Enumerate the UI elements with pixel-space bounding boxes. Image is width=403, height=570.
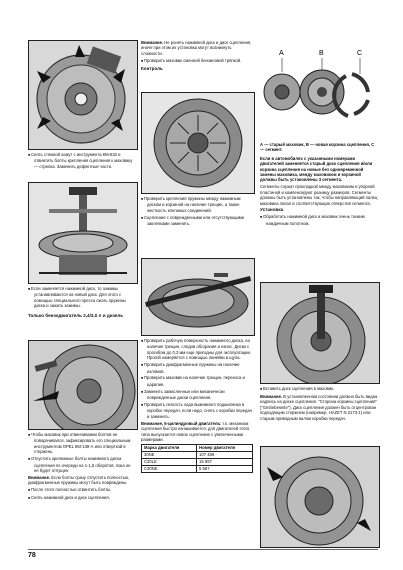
figure-straightedge: [141, 258, 255, 336]
figure-centering: [260, 282, 380, 384]
text-check-diaphragm: ■ Проверить диафрагменные пружины на наличие изломов.: [141, 362, 253, 374]
figure-clutch-bolts: [28, 40, 138, 150]
figure-press-tool: [28, 182, 138, 284]
press-tool-illustration: [29, 183, 137, 283]
text-unscrew-bolts: ■ После этого полностью отвинтить болты.: [28, 487, 136, 493]
installed-clutch-illustration: [261, 447, 379, 547]
figure-clutch-installed: [260, 446, 380, 548]
figure-caption: А — старый маховик, В — новая корзина сцепления, С — сегмент.: [260, 142, 375, 153]
centering-illustration: [261, 283, 379, 383]
page-number: 78: [28, 552, 36, 559]
figure-label-a: A: [279, 50, 284, 57]
text-replace-rivets: ■ Сцепление с поврежденными или отсутствующими заклепками заменить.: [141, 215, 253, 227]
heading-installation: Установка: [260, 207, 284, 213]
text-remove-clamp: ■ Снять стяжной хомут с инструмента КМ-632 и отвинтить болты крепления сцепления к маховику — стрелка. Заменить дефектные части.: [28, 152, 136, 169]
table-cell: 107 486: [197, 452, 253, 459]
segments-illustration: [260, 40, 378, 140]
table-cell: C30LE: [142, 459, 197, 466]
text-remove-discs: ■ Снять нажимной диск и диск сцепления.: [28, 495, 136, 501]
text-check-flywheel: ■ Проверить маховик сменной бензиновой тряпкой.: [141, 58, 253, 64]
text-check-springs: ■ Проверить крепления пружины между нажимным диском и корзиной на наличие трещин, а также жесткость клепаных соединений.: [141, 196, 253, 213]
table-row: [142, 459, 253, 466]
table-cell: 30NE: [142, 452, 197, 459]
text-replace-pressure-plate: ■ Если заменяется нажимной диск, то зажимы устанавливаются на новый диск. Для этого с помощью специального пресса сжать пружины диска и зажать зажимы.: [28, 286, 136, 309]
figure-label-b: B: [319, 50, 324, 57]
figure-segments: [260, 40, 378, 140]
flywheel-lock-illustration: [29, 341, 137, 429]
table-header-row: [142, 445, 253, 452]
text-insert-disc: ■ Вставить диск сцепления в маховик.: [260, 386, 378, 392]
text-warning-6cyl: Внимание, 6-цилиндровый двигатель: т.к. механизм сцепления быстро изнашивается, для двигателей этого типа выпускается новое сцепление с увеличенными размерами.: [141, 420, 250, 442]
text-sand-surfaces: ■ Обработать нажимной диск и маховик очень тонким наждачным полотном.: [260, 214, 378, 226]
text-fix-flywheel: ■ Чтобы маховик при отвинчивании болтов не поворачивался, зафиксировать его специальным инструментом OPEL КМ-139-А или отверткой в стержень.: [28, 432, 136, 455]
text-warning-springs: Внимание. Если болты сразу отпустить полностью, диафрагменные пружины могут быть повреждены.: [28, 474, 130, 486]
table-header-cell: Номер двигателя: [197, 445, 253, 452]
figure-label-c: C: [357, 50, 363, 57]
text-segments-required: Если в автомобилях с указанными номерами двигателей заменяется старый диск сцепления и/или корзина сцепления на новые без одновременной замены маховика, между маховиком и корзиной должны быть установлены 3 сегмента.: [260, 155, 373, 183]
pressure-plate-illustration: [142, 93, 254, 193]
heading-petrol-diesel: Только бензодвигатель 2,4/3,0 л и дизель: [28, 312, 124, 318]
clutch-assembly-illustration: [29, 41, 137, 149]
text-check-surface: ■ Проверить рабочую поверхность нажимного диска, на наличие трещин, следов обгорания и износ. Диски с прогибом до 0,3 мм еще пригодны для эксплуатации. Прогиб измеряется с помощью линейки и щупа.: [141, 338, 253, 361]
figure-flywheel-lock: [28, 340, 138, 430]
text-replace-oily: ■ Заменить замасленные или механически поврежденные диски сцепления.: [141, 389, 253, 401]
engine-number-table: [141, 444, 253, 473]
text-warning-drop: Внимание. Не ронять нажимной диск и диск сцепления, иначе при этом их установка могут возникнуть сложности.: [141, 40, 252, 56]
text-segments-purpose: Сегменты служат прокладкой между маховиком и упорной пластиной и компенсируют разницу размеров. Сегменты должны быть установлены так, чтобы направляющий палец маховика попал в соответствующие отверстия сегмента.: [260, 184, 378, 206]
table-header-cell: Марка двигателя: [142, 445, 197, 452]
text-check-cracks: ■ Проверить маховик на наличие трещин, перекоса и царапин.: [141, 375, 253, 387]
footer-rule: [28, 549, 378, 550]
table-row: [142, 452, 253, 459]
straightedge-illustration: [142, 259, 254, 335]
table-row: [142, 466, 253, 473]
text-loosen-bolts: ■ Отпустить крепежные болты нажимного диска сцепления по очереди на 1-1,5 оборотов, пока он не будет отпущен.: [28, 456, 136, 473]
table-cell: C30NE: [142, 466, 197, 473]
text-check-bearing: ■ Проверить легкость хода выжимного подшипника в коробке передач, если надо, снять с коробки передач и заменить.: [141, 402, 253, 419]
table-cell: 15 857: [197, 459, 253, 466]
heading-inspection: Контроль: [141, 65, 163, 71]
text-warning-orientation: Внимание. В установленном состоянии должна быть видна надпись на диске сцепления. "Сторона корзины сцепления" ("Getriebeseite"). Диск сцепления должен быть отцентрован подходящим стержнем (например, HAZET N 2173-1) или старым приводным валом коробки передач.: [260, 393, 378, 421]
table-cell: 5 987: [197, 466, 253, 473]
figure-pressure-plate: [141, 92, 255, 194]
